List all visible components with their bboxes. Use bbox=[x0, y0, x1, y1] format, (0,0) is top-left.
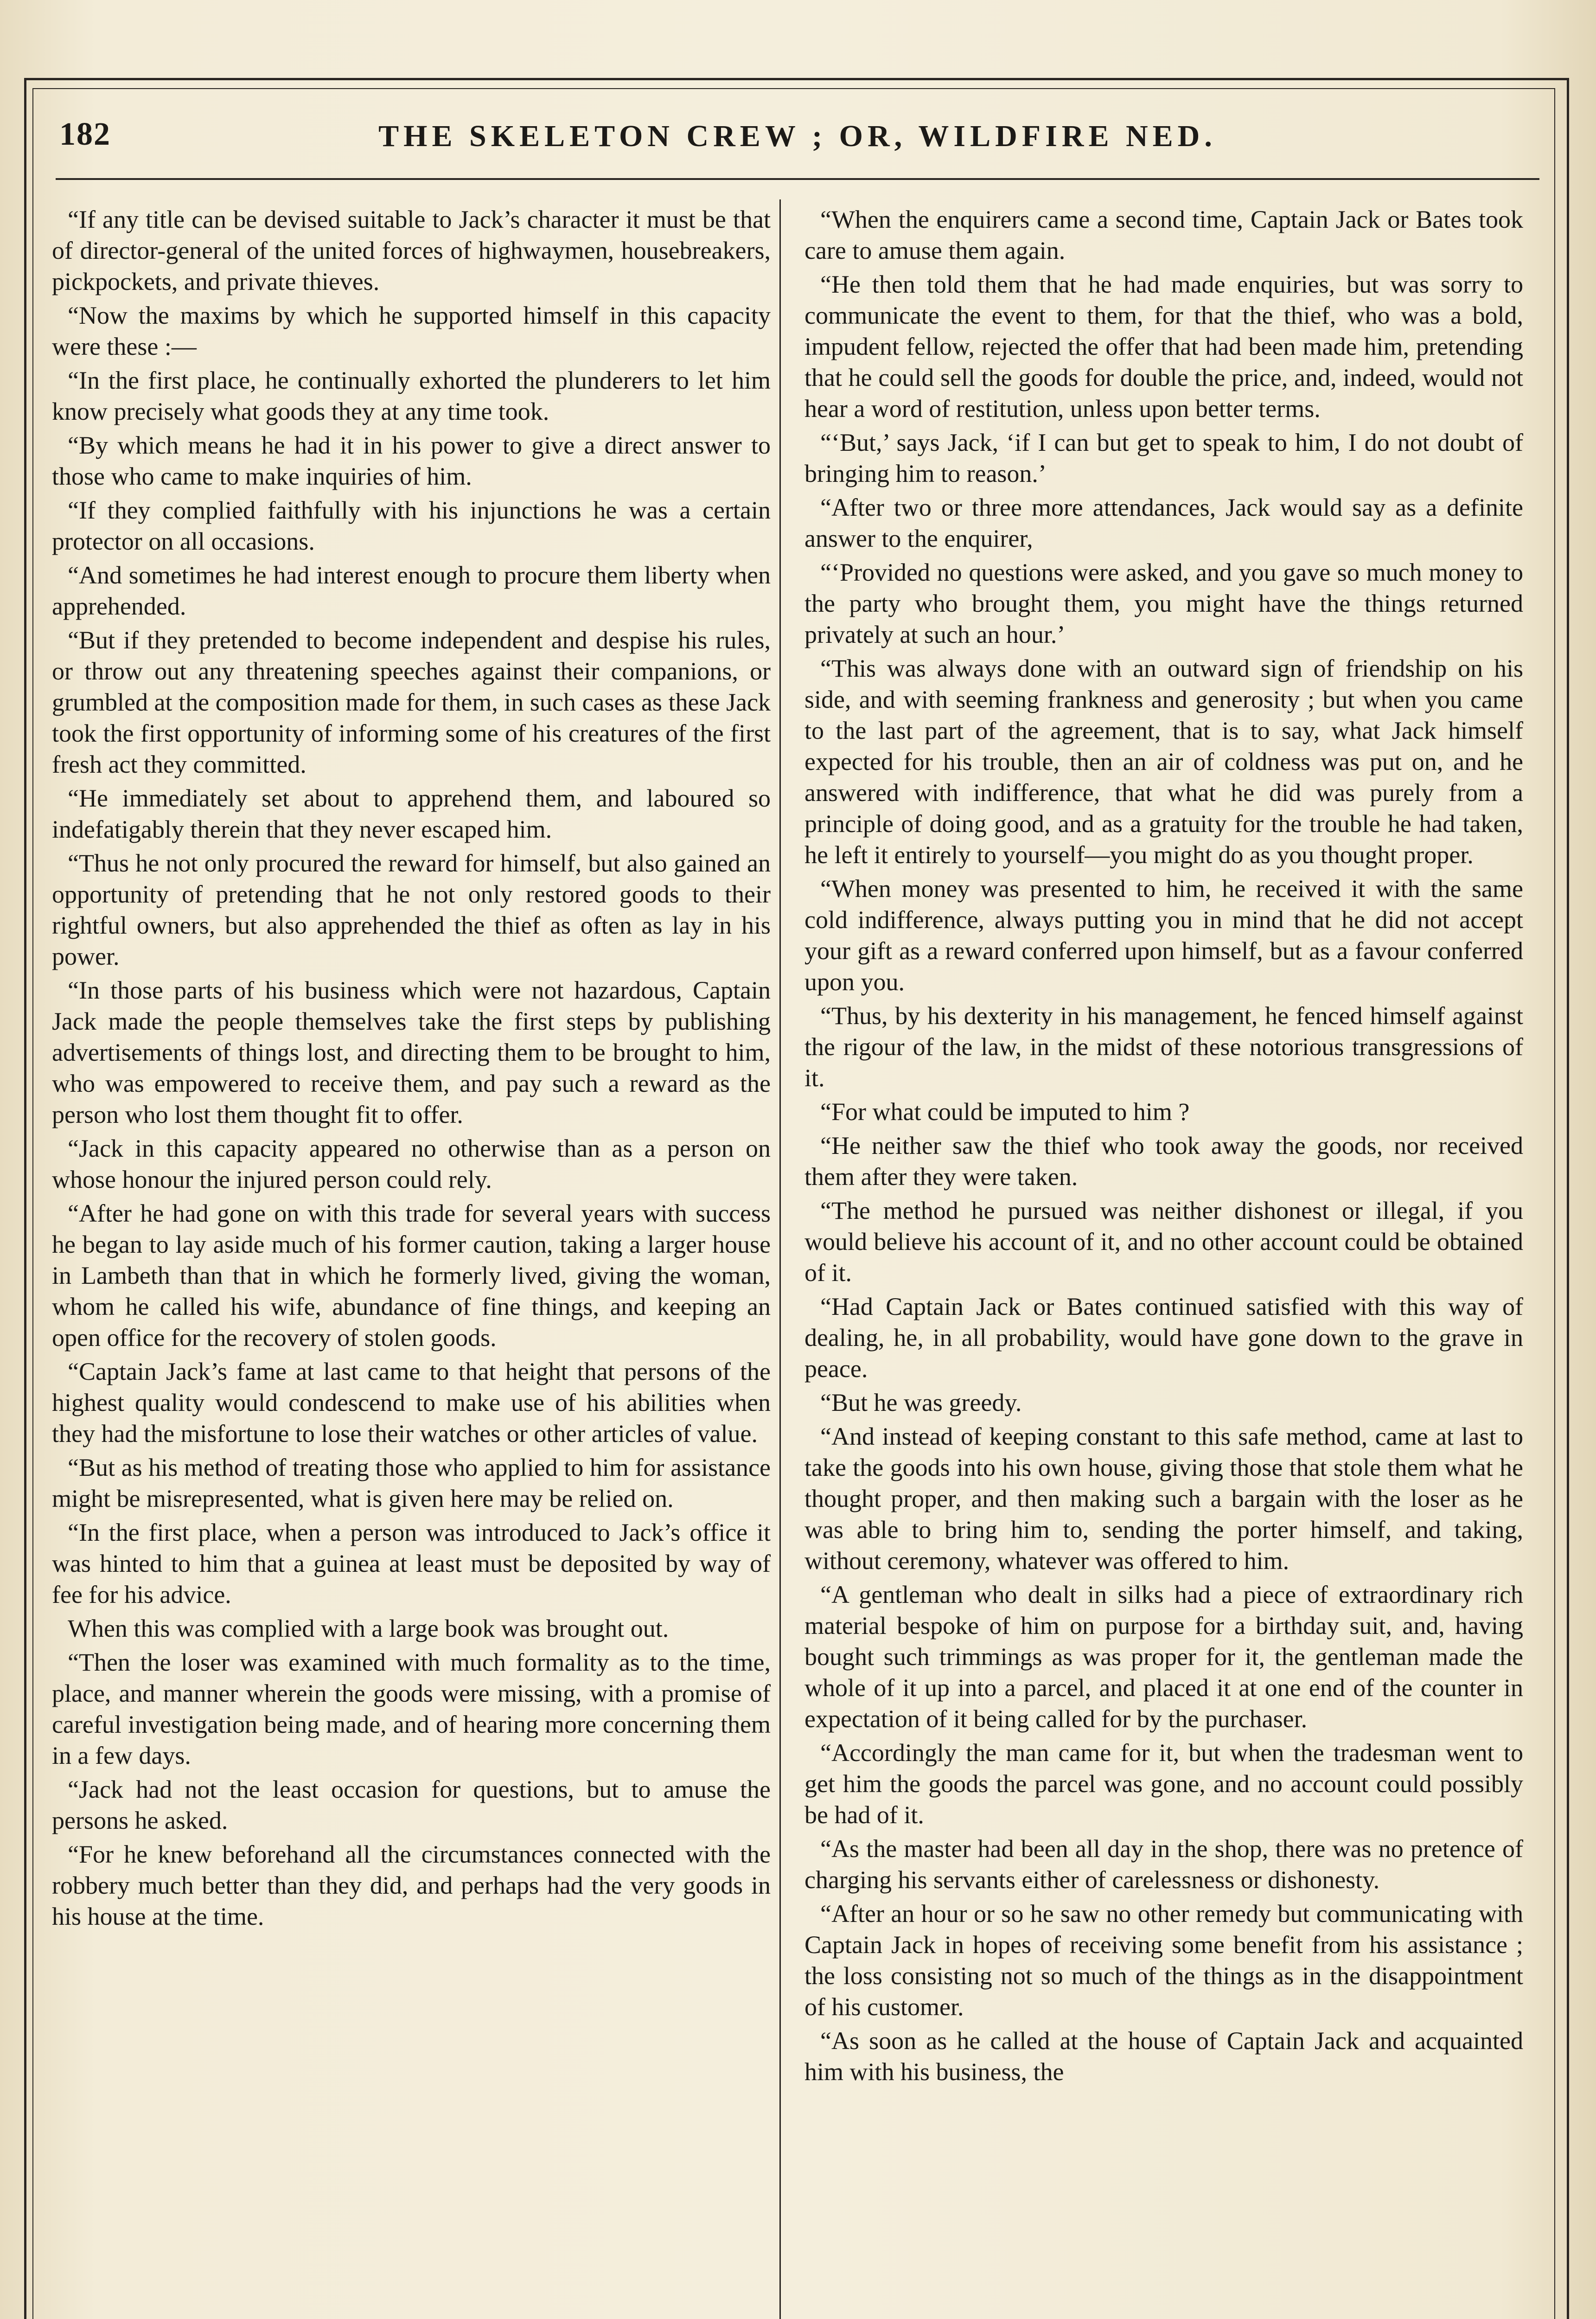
left-column bbox=[52, 204, 771, 1935]
right-column bbox=[804, 204, 1523, 2090]
paragraph: “Now the maxims by which he supported himself in this capacity were these :— bbox=[52, 301, 771, 360]
paragraph: “Accordingly the man came for it, but when the tradesman went to get him the goods the parcel was gone, and no account could possibly be had of it. bbox=[804, 1739, 1523, 1829]
paragraph: “But as his method of treating those who applied to him for assistance might be misrepresented, what is given here may be relied on. bbox=[52, 1454, 771, 1512]
paragraph: “When money was presented to him, he received it with the same cold indifference, always putting you in mind that he did not accept your gift as a reward conferred upon himself, but as a favour conferred upon you. bbox=[804, 875, 1523, 996]
paragraph: “After he had gone on with this trade for several years with success he began to lay aside much of his former caution, taking a larger house in Lambeth than that in which he formerly lived, giving the woman, whom he called his wife, abundance of fine things, and keeping an open office for the recovery of stolen goods. bbox=[52, 1199, 771, 1352]
paragraph: “He neither saw the thief who took away the goods, nor received them after they were taken. bbox=[804, 1132, 1523, 1191]
paragraph: “For what could be imputed to him ? bbox=[820, 1098, 1190, 1126]
paragraph: “And sometimes he had interest enough to procure them liberty when apprehended. bbox=[52, 561, 771, 620]
paragraph: “In those parts of his business which were not hazardous, Captain Jack made the people themselves take the first steps by publishing advertisements of things lost, and directing them to be brought to him, who was empowered to receive them, and pay such a reward as the person who lost them thought fit to offer. bbox=[52, 976, 771, 1128]
paragraph: “In the first place, he continually exhorted the plunderers to let him know precisely what goods they at any time took. bbox=[52, 366, 771, 425]
running-title: THE SKELETON CREW ; OR, WILDFIRE NED. bbox=[378, 119, 1217, 153]
paragraph: When this was complied with a large book was brought out. bbox=[68, 1614, 669, 1642]
paragraph: “He then told them that he had made enquiries, but was sorry to communicate the event to them, for that the thief, who was a bold, impudent fellow, rejected the offer that had been made him, pretending that he could sell the goods for double the price, and, indeed, would not hear a word of restitution, unless upon better terms. bbox=[804, 270, 1523, 423]
paragraph: “As soon as he called at the house of Captain Jack and acquainted him with his business, the bbox=[804, 2027, 1523, 2086]
paragraph: “After two or three more attendances, Jack would say as a definite answer to the enquirer, bbox=[804, 493, 1523, 552]
paragraph: “He immediately set about to apprehend them, and laboured so indefatigably therein that they never escaped him. bbox=[52, 784, 771, 843]
paragraph: “In the first place, when a person was introduced to Jack’s office it was hinted to him that a guinea at least must be deposited by way of fee for his advice. bbox=[52, 1518, 771, 1608]
paragraph: “By which means he had it in his power to give a direct answer to those who came to make inquiries of him. bbox=[52, 431, 771, 490]
paragraph: “If any title can be devised suitable to Jack’s character it must be that of director-general of the united forces of highwaymen, housebreakers, pickpockets, and private thieves. bbox=[52, 205, 771, 295]
header-rule bbox=[56, 178, 1539, 180]
paragraph: “The method he pursued was neither dishonest or illegal, if you would believe his account of it, and no other account could be obtained of it. bbox=[804, 1197, 1523, 1287]
paragraph: “Thus, by his dexterity in his management, he fenced himself against the rigour of the law, in the midst of these notorious transgressions of it. bbox=[804, 1002, 1523, 1092]
paragraph: “Thus he not only procured the reward for himself, but also gained an opportunity of pretending that he not only restored goods to their rightful owners, but also apprehended the thief as often as lay in his power. bbox=[52, 849, 771, 970]
paragraph: “This was always done with an outward sign of friendship on his side, and with seeming frankness and generosity ; but when you came to the last part of the agreement, that is to say, what Jack himself expected for his trouble, then an air of coldness was put on, and he answered with indifference, that what he did was purely from a principle of doing good, and as a gratuity for the trouble he had taken, he left it entirely to yourself—you might do as you thought proper. bbox=[804, 654, 1523, 869]
paragraph: “‘But,’ says Jack, ‘if I can but get to speak to him, I do not doubt of bringing him to reason.’ bbox=[804, 429, 1523, 487]
paragraph: “And instead of keeping constant to this safe method, came at last to take the goods into his own house, giving those that stole them what he thought proper, and then making such a bargain with the loser as he was able to bring him to, sending the porter himself, and taking, without ceremony, whatever was offered to him. bbox=[804, 1422, 1523, 1575]
paragraph: “Had Captain Jack or Bates continued satisfied with this way of dealing, he, in all probability, would have gone down to the grave in peace. bbox=[804, 1293, 1523, 1383]
page-number: 182 bbox=[59, 116, 111, 152]
paragraph: “Jack in this capacity appeared no otherwise than as a person on whose honour the injured person could rely. bbox=[52, 1134, 771, 1193]
paragraph: “Captain Jack’s fame at last came to that height that persons of the highest quality would condescend to make use of his abilities when they had the misfortune to lose their watches or other articles of value. bbox=[52, 1358, 771, 1448]
paragraph: “‘Provided no questions were asked, and you gave so much money to the party who brought them, you might have the things returned privately at such an hour.’ bbox=[804, 558, 1523, 648]
paragraph: “If they complied faithfully with his injunctions he was a certain protector on all occasions. bbox=[52, 496, 771, 555]
paragraph: “Jack had not the least occasion for questions, but to amuse the persons he asked. bbox=[52, 1775, 771, 1834]
page-header bbox=[56, 107, 1539, 162]
paragraph: “For he knew beforehand all the circumstances connected with the robbery much better than they did, and perhaps had the very goods in his house at the time. bbox=[52, 1840, 771, 1930]
paragraph: “But if they pretended to become independent and despise his rules, or throw out any threatening speeches against their companions, or grumbled at the composition made for them, in such cases as these Jack took the first opportunity of informing some of his creatures of the first fresh act they committed. bbox=[52, 626, 771, 778]
paragraph: “After an hour or so he saw no other remedy but communicating with Captain Jack in hopes of receiving some benefit from his assistance ; the loss consisting not so much of the things as in the disappointment of his customer. bbox=[804, 1900, 1523, 2021]
paragraph: “As the master had been all day in the shop, there was no pretence of charging his servants either of carelessness or dishonesty. bbox=[804, 1835, 1523, 1894]
paragraph: “When the enquirers came a second time, Captain Jack or Bates took care to amuse them again. bbox=[804, 205, 1523, 264]
paragraph: “But he was greedy. bbox=[820, 1389, 1022, 1416]
paragraph: “Then the loser was examined with much formality as to the time, place, and manner wherein the goods were missing, with a promise of careful investigation being made, and of hearing more concerning them in a few days. bbox=[52, 1648, 771, 1769]
column-divider bbox=[779, 199, 781, 2319]
paragraph: “A gentleman who dealt in silks had a piece of extraordinary rich material bespoke of him on purpose for a birthday suit, and, having bought such trimmings as was proper for it, the gentleman made the whole of it up into a parcel, and placed it at one end of the counter in expectation of it being called for by the purchaser. bbox=[804, 1581, 1523, 1733]
